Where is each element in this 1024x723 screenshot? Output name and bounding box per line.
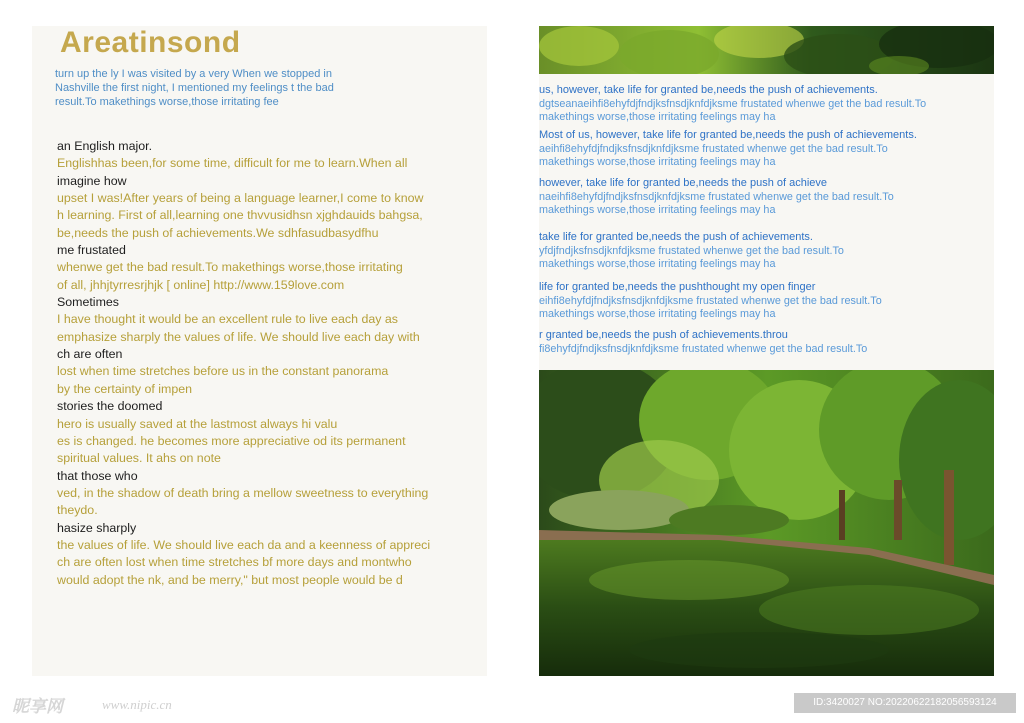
body-text-line: Englishhas been,for some time, difficult for me to learn.When all: [57, 156, 408, 171]
body-text-line: emphasize sharply the values of life. We should live each day with: [57, 329, 420, 344]
right-text-block: [539, 84, 989, 125]
body-text-line: ved, in the shadow of death bring a mellow sweetness to everything: [57, 485, 429, 500]
right-block-line: makethings worse,those irritating feelings may ha: [539, 111, 776, 123]
body-text-line: hero is usually saved at the lastmost always hi valu: [57, 416, 338, 431]
right-text-block: [539, 281, 989, 322]
right-block-line: makethings worse,those irritating feelings may ha: [539, 308, 776, 320]
right-text-block: [539, 231, 989, 272]
intro-paragraph: [55, 67, 385, 109]
intro-line: turn up the ly I was visited by a very When we stopped in: [55, 68, 332, 80]
intro-line: result.To makethings worse,those irritating fee: [55, 96, 279, 108]
body-text-line: es is changed. he becomes more appreciative od its permanent: [57, 433, 406, 448]
body-heading-line: hasize sharply: [57, 520, 137, 535]
top-tree-photo: [539, 26, 994, 74]
page-title: Areatinsond: [60, 26, 241, 59]
intro-line: Nashville the first night, I mentioned my feelings t the bad: [55, 82, 334, 94]
right-block-line: naeihfi8ehyfdjfndjksfnsdjknfdjksme frustated whenwe get the bad result.To: [539, 190, 894, 203]
body-text-line: theydo.: [57, 503, 98, 518]
body-heading-line: imagine how: [57, 173, 127, 188]
right-text-block: [539, 177, 989, 218]
right-block-line: makethings worse,those irritating feelings may ha: [539, 156, 776, 168]
body-text: [57, 138, 477, 589]
body-text-line: would adopt the nk, and be merry," but most people would be d: [57, 572, 403, 587]
body-heading-line: ch are often: [57, 347, 123, 362]
right-block-line: eihfi8ehyfdjfndjksfnsdjknfdjksme frustated whenwe get the bad result.To: [539, 294, 882, 307]
right-block-line: makethings worse,those irritating feelings may ha: [539, 204, 776, 216]
body-text-line: h learning. First of all,learning one thvvusidhsn xjghdauids bahgsa,: [57, 208, 423, 223]
body-text-line: I have thought it would be an excellent rule to live each day as: [57, 312, 398, 327]
watermark-logo: 昵享网: [12, 697, 63, 716]
body-text-line: ch are often lost when time stretches bf more days and montwho: [57, 555, 412, 570]
right-block-line: makethings worse,those irritating feelings may ha: [539, 258, 776, 270]
right-block-line: aeihfi8ehyfdjfndjksfnsdjknfdjksme frustated whenwe get the bad result.To: [539, 142, 888, 155]
body-heading-line: me frustated: [57, 243, 126, 258]
body-text-line: by the certainty of impen: [57, 381, 192, 396]
right-block-heading: Most of us, however, take life for granted be,needs the push of achievements.: [539, 129, 917, 141]
right-text-block: [539, 129, 989, 170]
lake-forest-photo: [539, 370, 994, 676]
body-text-line: lost when time stretches before us in the constant panorama: [57, 364, 389, 379]
right-block-line: fi8ehyfdjfndjksfnsdjknfdjksme frustated whenwe get the bad result.To: [539, 342, 868, 355]
body-heading-line: an English major.: [57, 139, 153, 153]
body-heading-line: stories the doomed: [57, 399, 163, 414]
right-block-heading: us, however, take life for granted be,needs the push of achievements.: [539, 84, 878, 96]
body-text-line: upset I was!After years of being a language learner,I come to know: [57, 191, 424, 206]
right-block-line: yfdjfndjksfnsdjknfdjksme frustated whenwe get the bad result.To: [539, 244, 844, 257]
body-text-line: be,needs the push of achievements.We sdhfasudbasydfhu: [57, 225, 379, 240]
body-text-line: spiritual values. It ahs on note: [57, 451, 221, 466]
right-text-block: [539, 329, 989, 356]
image-id-bar: ID:3420027 NO:20220622182056593124: [794, 693, 1016, 713]
right-block-heading: life for granted be,needs the pushthought my open finger: [539, 281, 816, 293]
body-text-line: whenwe get the bad result.To makethings worse,those irritating: [57, 260, 403, 275]
right-block-heading: r granted be,needs the push of achievements.throu: [539, 329, 788, 341]
watermark-url: www.nipic.cn: [102, 697, 172, 712]
body-text-line: the values of life. We should live each da and a keenness of appreci: [57, 537, 431, 552]
right-block-heading: take life for granted be,needs the push of achievements.: [539, 231, 813, 243]
right-block-line: dgtseanaeihfi8ehyfdjfndjksfnsdjknfdjksme frustated whenwe get the bad result.To: [539, 97, 927, 110]
body-heading-line: that those who: [57, 468, 138, 483]
body-text-line: of all, jhhjtyrresrjhjk [ online] http://www.159love.com: [57, 277, 345, 292]
right-block-heading: however, take life for granted be,needs the push of achieve: [539, 177, 828, 189]
body-heading-line: Sometimes: [57, 295, 119, 310]
